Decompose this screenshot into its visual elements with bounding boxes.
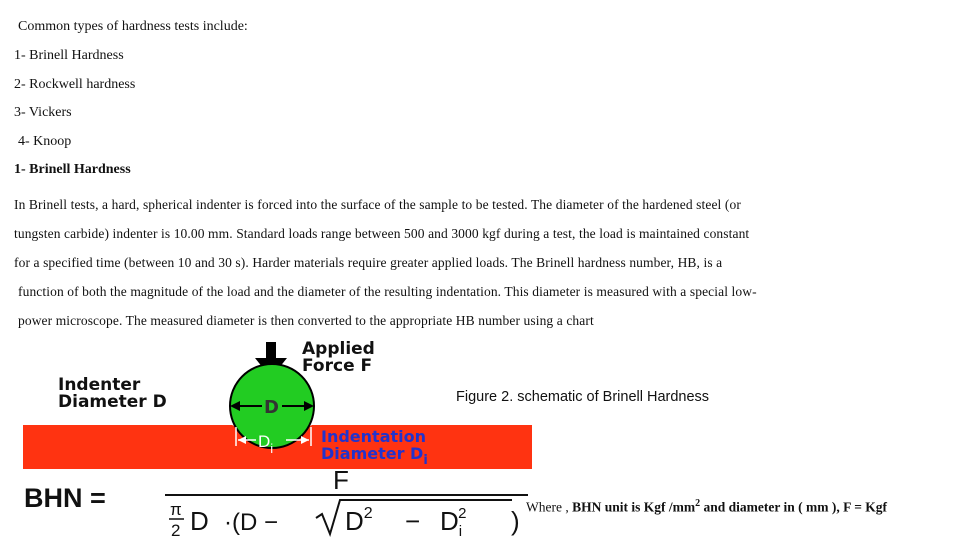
paragraph-line: function of both the magnitude of the load and the diameter of the resulting indentation. This diameter is measured with a special low- <box>18 284 757 299</box>
test-item-brinell: 1- Brinell Hardness <box>14 48 124 63</box>
equation-two: 2 <box>171 521 181 540</box>
equation-close: ) <box>511 506 520 536</box>
intro-text: Common types of hardness tests include: <box>18 19 248 34</box>
equation-middle: ·(D − <box>224 509 278 536</box>
applied-force-label: Force F <box>302 356 373 376</box>
units-note-unit: BHN unit is Kgf /mm <box>572 499 696 515</box>
figure-caption: Figure 2. schematic of Brinell Hardness <box>456 389 710 405</box>
indenter-diameter-label: Diameter D <box>58 392 167 412</box>
test-item-knoop: 4- Knoop <box>18 134 72 149</box>
paragraph-line: for a specified time (between 10 and 30 s). Harder materials require greater applied loads. The Brinell hardness number, HB, is a <box>14 255 723 270</box>
indentation-diameter-label: Indentation <box>321 427 426 446</box>
equation-pi: π <box>170 500 182 519</box>
units-note-prefix: Where , <box>526 499 573 515</box>
test-item-vickers: 3- Vickers <box>14 105 72 120</box>
paragraph-line: power microscope. The measured diameter is then converted to the appropriate HB number using a chart <box>18 313 594 328</box>
units-note <box>526 498 887 516</box>
equation-radicand-1: $D^2$ <box>345 505 373 536</box>
units-note-rest: and diameter in ( mm ), F = Kgf <box>700 499 888 515</box>
equation-minus: − <box>405 506 421 536</box>
paragraph-line: tungsten carbide) indenter is 10.00 mm. Standard loads range between 500 and 3000 kgf during a test, the load is maintained constant <box>14 226 750 241</box>
equation-lhs: BHN = <box>24 483 106 513</box>
applied-force-label: Applied <box>302 339 375 359</box>
units-note-exp: 2 <box>695 498 701 509</box>
indentation-diameter-label: Diameter $D_i$ <box>321 444 428 468</box>
equation-denominator-d: D <box>190 506 209 536</box>
section-heading: 1- Brinell Hardness <box>14 162 131 177</box>
test-item-rockwell: 2- Rockwell hardness <box>14 77 136 92</box>
ball-diameter-label: D <box>264 397 279 418</box>
equation-numerator: F <box>333 465 349 495</box>
indentation-small-label: $D_i$ <box>258 432 274 456</box>
equation-radicand-2: $D_i2$ <box>440 505 467 540</box>
indenter-diameter-label: Indenter <box>58 375 141 395</box>
paragraph-line: In Brinell tests, a hard, spherical indenter is forced into the surface of the sample to be tested. The diameter of the hardened steel (or <box>14 197 741 212</box>
